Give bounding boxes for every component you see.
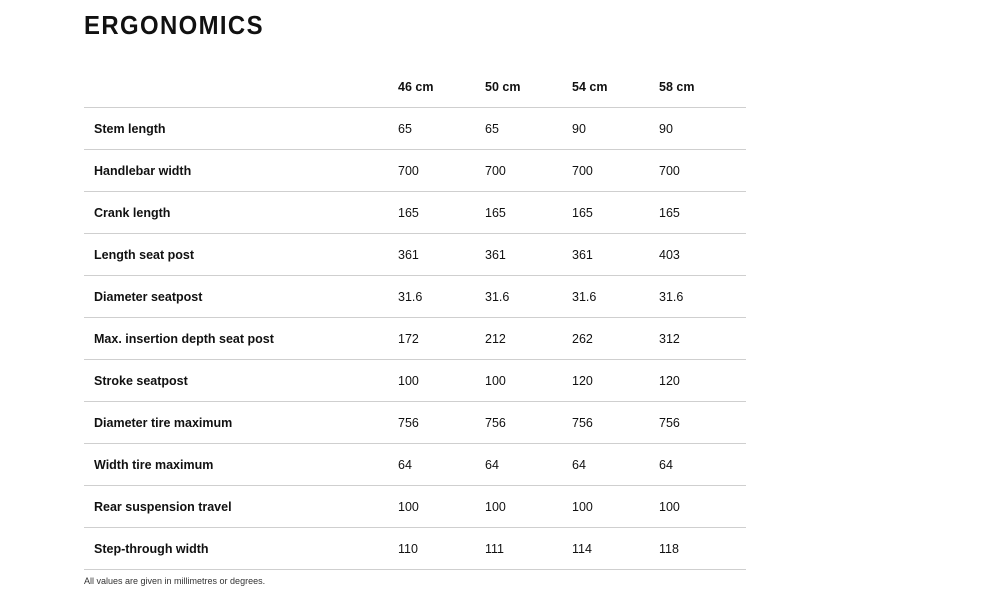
row-value: 361 (485, 234, 572, 276)
row-label: Diameter seatpost (84, 276, 398, 318)
row-value: 312 (659, 318, 746, 360)
row-value: 756 (485, 402, 572, 444)
row-value: 118 (659, 528, 746, 570)
row-value: 262 (572, 318, 659, 360)
row-value: 31.6 (485, 276, 572, 318)
row-value: 700 (398, 150, 485, 192)
table-row (84, 150, 746, 192)
page-title: ERGONOMICS (84, 10, 264, 40)
row-value: 100 (659, 486, 746, 528)
table-body (84, 108, 746, 570)
row-value: 403 (659, 234, 746, 276)
row-label: Max. insertion depth seat post (84, 318, 398, 360)
row-value: 64 (398, 444, 485, 486)
row-value: 100 (485, 486, 572, 528)
table-row (84, 528, 746, 570)
row-value: 700 (485, 150, 572, 192)
row-value: 111 (485, 528, 572, 570)
table-row (84, 486, 746, 528)
row-value: 212 (485, 318, 572, 360)
row-value: 64 (572, 444, 659, 486)
row-value: 100 (398, 360, 485, 402)
ergonomics-table (84, 66, 746, 570)
row-label: Length seat post (84, 234, 398, 276)
row-value: 90 (572, 108, 659, 150)
row-value: 120 (659, 360, 746, 402)
row-value: 165 (659, 192, 746, 234)
row-value: 100 (485, 360, 572, 402)
table-header-row (84, 66, 746, 108)
row-value: 165 (572, 192, 659, 234)
row-value: 65 (485, 108, 572, 150)
table-row (84, 318, 746, 360)
row-value: 120 (572, 360, 659, 402)
row-value: 110 (398, 528, 485, 570)
row-value: 700 (659, 150, 746, 192)
row-value: 172 (398, 318, 485, 360)
table-row (84, 444, 746, 486)
header-size-58: 58 cm (659, 66, 746, 108)
table-row (84, 402, 746, 444)
header-empty-cell (84, 66, 398, 108)
row-value: 361 (572, 234, 659, 276)
row-label: Crank length (84, 192, 398, 234)
row-value: 31.6 (398, 276, 485, 318)
row-value: 64 (659, 444, 746, 486)
table-row (84, 276, 746, 318)
row-label: Width tire maximum (84, 444, 398, 486)
row-label: Step-through width (84, 528, 398, 570)
table-row (84, 192, 746, 234)
table-row (84, 108, 746, 150)
header-size-46: 46 cm (398, 66, 485, 108)
footnote: All values are given in millimetres or degrees. (84, 576, 266, 586)
row-value: 90 (659, 108, 746, 150)
row-value: 31.6 (659, 276, 746, 318)
header-size-54: 54 cm (572, 66, 659, 108)
row-value: 64 (485, 444, 572, 486)
row-value: 756 (398, 402, 485, 444)
row-value: 31.6 (572, 276, 659, 318)
row-label: Stroke seatpost (84, 360, 398, 402)
row-value: 756 (572, 402, 659, 444)
row-label: Handlebar width (84, 150, 398, 192)
row-value: 100 (398, 486, 485, 528)
row-value: 756 (659, 402, 746, 444)
table-row (84, 360, 746, 402)
header-size-50: 50 cm (485, 66, 572, 108)
row-label: Rear suspension travel (84, 486, 398, 528)
row-value: 361 (398, 234, 485, 276)
row-value: 100 (572, 486, 659, 528)
row-value: 65 (398, 108, 485, 150)
row-value: 700 (572, 150, 659, 192)
row-value: 165 (485, 192, 572, 234)
row-label: Diameter tire maximum (84, 402, 398, 444)
table-row (84, 234, 746, 276)
row-label: Stem length (84, 108, 398, 150)
row-value: 165 (398, 192, 485, 234)
row-value: 114 (572, 528, 659, 570)
